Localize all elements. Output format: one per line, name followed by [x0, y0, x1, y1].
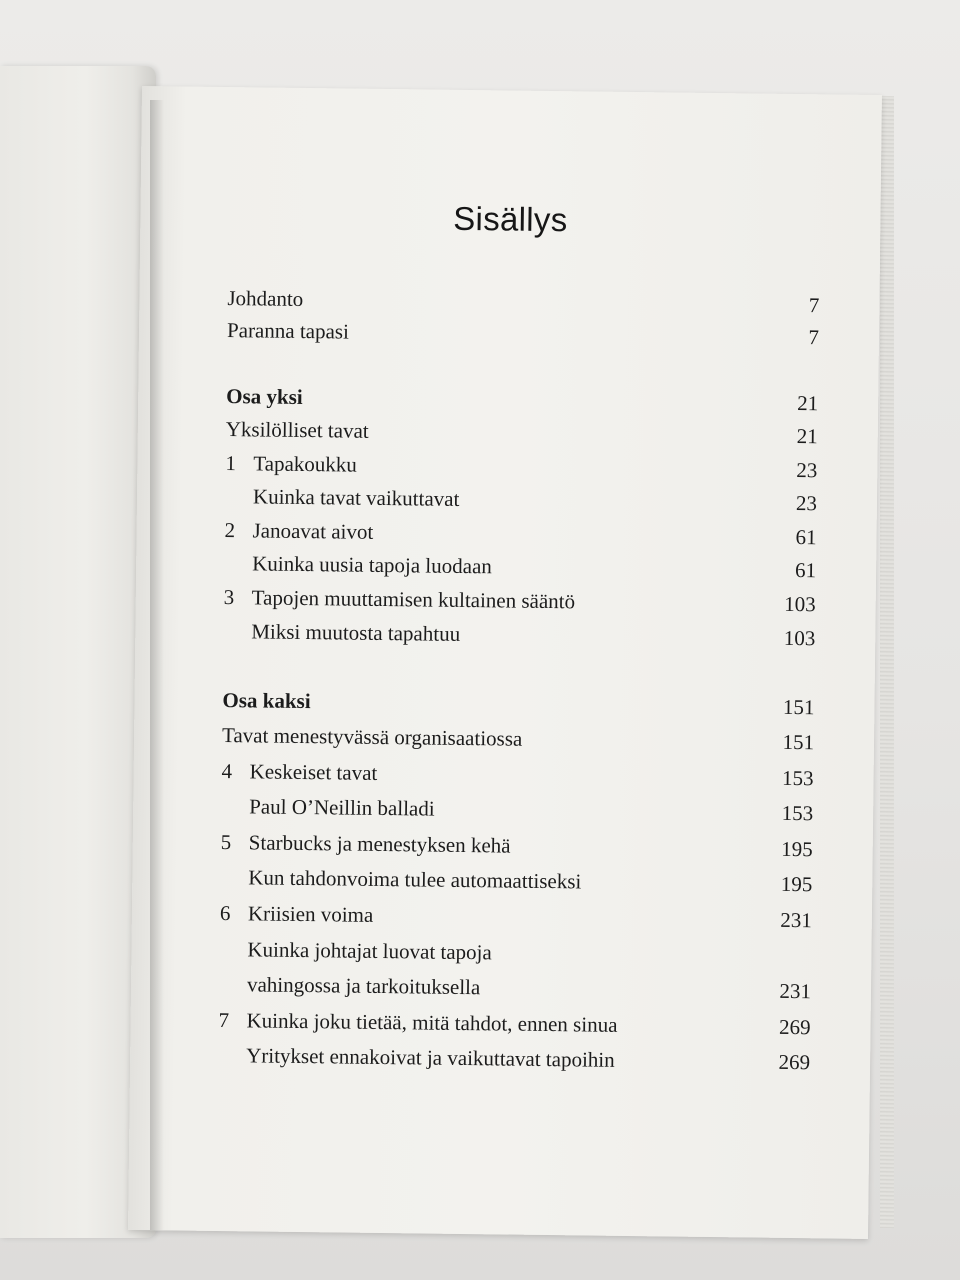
toc-row — [222, 685, 814, 722]
toc-row — [219, 969, 811, 1006]
toc-page-number: 153 — [781, 765, 814, 791]
toc-row — [225, 481, 817, 518]
toc-entry-text: Kuinka uusia tapoja luodaan — [252, 551, 492, 579]
toc-page-number: 61 — [794, 558, 817, 583]
toc-row — [220, 898, 812, 935]
part-heading: Osa kaksi — [222, 688, 311, 714]
toc-row — [226, 381, 818, 418]
toc-entry-text: Janoavat aivot — [252, 518, 374, 544]
toc-row — [227, 283, 819, 320]
toc-entry-text: Tavat menestyvässä organisaatiossa — [221, 723, 523, 751]
toc-entry-text: Kriisien voima — [247, 901, 374, 927]
toc-page-number: 21 — [797, 391, 819, 416]
toc-entry-text: Yksilölliset tavat — [225, 417, 369, 443]
toc-entry-text: Tapojen muuttamisen kultainen sääntö — [251, 585, 576, 614]
toc-entry-text: Miksi muutosta tapahtuu — [251, 619, 461, 646]
toc-page-number: 103 — [784, 591, 816, 617]
toc-page-number: 231 — [780, 907, 813, 933]
toc-row — [219, 934, 811, 971]
toc-row — [218, 1040, 810, 1077]
toc-entry-text: vahingossa ja tarkoituksella — [246, 972, 481, 1000]
book-gutter-shadow — [150, 100, 164, 1230]
chapter-number: 4 — [221, 759, 233, 784]
toc-page-number: 269 — [778, 1014, 811, 1040]
page-title: Sisällys — [453, 199, 568, 239]
toc-entry-text: Kuinka joku tietää, mitä tahdot, ennen sinua — [246, 1008, 618, 1037]
toc-entry-text: Yritykset ennakoivat ja vaikuttavat tapoihin — [246, 1043, 615, 1072]
toc-entry-text: Kun tahdonvoima tulee automaattiseksi — [248, 865, 582, 894]
toc-page-number: 61 — [795, 525, 817, 550]
toc-entry-text: Paul O’Neillin balladi — [249, 794, 435, 821]
toc-entry-text: Kuinka tavat vaikuttavat — [252, 484, 460, 511]
toc-row — [222, 720, 814, 757]
toc-page-number: 151 — [782, 694, 815, 720]
toc-row — [218, 1005, 810, 1042]
toc-row — [226, 414, 818, 451]
toc-row — [221, 791, 813, 828]
toc-row — [224, 582, 816, 619]
toc-row — [221, 756, 813, 793]
chapter-number: 2 — [224, 518, 236, 543]
toc-page-number: 7 — [808, 325, 820, 350]
toc-page-number: 195 — [780, 871, 813, 897]
chapter-number: 1 — [225, 451, 237, 476]
toc-entry-text: Starbucks ja menestyksen kehä — [248, 830, 511, 858]
part-heading: Osa yksi — [226, 384, 303, 409]
toc-row — [220, 862, 812, 899]
toc-page-number: 21 — [796, 424, 818, 449]
toc-row — [225, 448, 817, 485]
toc-row — [224, 515, 816, 552]
chapter-number: 5 — [220, 830, 232, 855]
toc-page-number: 7 — [808, 293, 820, 318]
toc-page-number: 23 — [796, 458, 818, 483]
toc-page-number: 269 — [778, 1049, 811, 1075]
toc-page-number: 23 — [795, 491, 818, 516]
chapter-number: 6 — [219, 901, 231, 926]
chapter-number: 3 — [223, 585, 235, 610]
toc-page-number: 103 — [783, 625, 816, 651]
toc-page-number: 151 — [782, 729, 815, 755]
toc-row — [227, 315, 819, 352]
toc-entry-text: Tapakoukku — [253, 451, 358, 477]
toc-page-number: 195 — [781, 836, 813, 862]
toc-row — [223, 616, 815, 653]
chapter-number: 7 — [218, 1008, 230, 1033]
toc-entry-text: Keskeiset tavat — [249, 759, 378, 785]
toc-page-number: 153 — [781, 800, 814, 826]
page-edge — [880, 96, 894, 1228]
toc-row — [224, 548, 816, 585]
toc-entry-text: Johdanto — [227, 286, 304, 311]
toc-entry-text: Kuinka johtajat luovat tapoja — [247, 937, 492, 965]
right-page — [128, 86, 882, 1239]
toc-entry-text: Paranna tapasi — [226, 318, 350, 344]
toc-page-number: 231 — [779, 978, 812, 1004]
toc-row — [221, 827, 813, 864]
